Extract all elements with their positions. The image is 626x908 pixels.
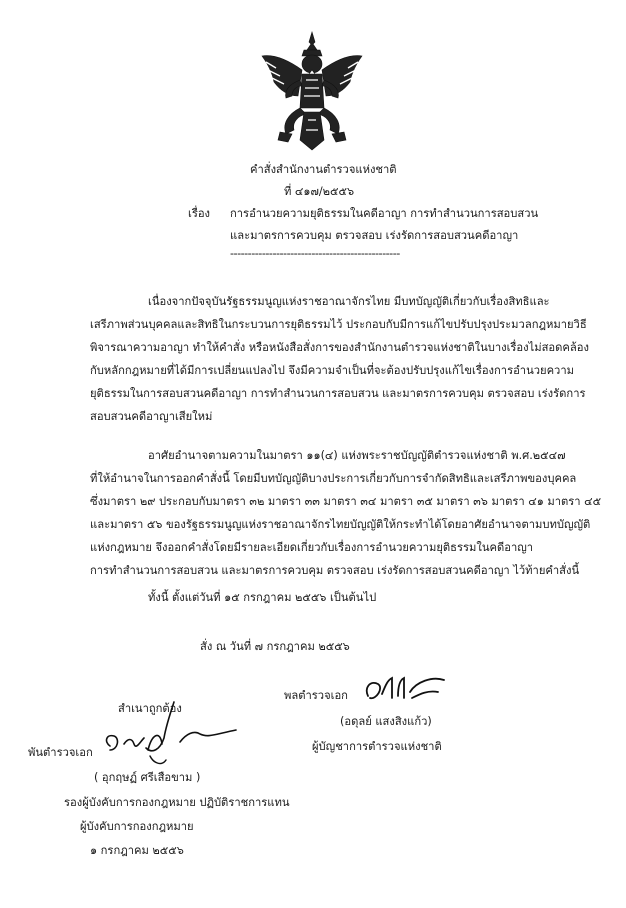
order-number: ที่ ๔๑๗/๒๕๕๖ (284, 185, 355, 198)
paragraph-2-line: และมาตรา ๕๖ ของรัฐธรรมนูญแห่งราชอาณาจักรไทยบัญญัติให้กระทำได้โดยอาศัยอำนาจตามบทบัญญัติ (90, 518, 591, 531)
effective-date: ทั้งนี้ ตั้งแต่วันที่ ๑๕ กรกฎาคม ๒๕๕๖ เป็นต้นไป (148, 591, 377, 604)
paragraph-1-line: เสรีภาพส่วนบุคคลและสิทธิในกระบวนการยุติธรรมไว้ ประกอบกับมีการแก้ไขปรับปรุงประมวลกฎหมายวิธี (90, 318, 587, 331)
paragraph-2-line: อาศัยอำนาจตามความในมาตรา ๑๑(๔) แห่งพระราชบัญญัติตำรวจแห่งชาติ พ.ศ.๒๕๔๗ (148, 449, 566, 462)
order-agency: คำสั่งสำนักงานตำรวจแห่งชาติ (250, 163, 397, 176)
paragraph-1-line: เนื่องจากปัจจุบันรัฐธรรมนูญแห่งราชอาณาจักรไทย มีบทบัญญัติเกี่ยวกับเรื่องสิทธิและ (148, 295, 550, 308)
certifier-position-2: ผู้บังคับการกองกฎหมาย (80, 820, 194, 833)
paragraph-1-line: สอบสวนคดีอาญาเสียใหม่ (90, 410, 213, 423)
signatory-name: (อดุลย์ แสงสิงแก้ว) (340, 715, 432, 728)
paragraph-2-line: การทำสำนวนการสอบสวน และมาตรการควบคุม ตรวจสอบ เร่งรัดการสอบสวนคดีอาญา ไว้ท้ายคำสั่งนี้ (90, 564, 580, 577)
certified-label: สำเนาถูกต้อง (118, 702, 182, 715)
certifier-signature-icon (90, 694, 240, 774)
paragraph-1-line: กับหลักกฎหมายที่ได้มีการเปลี่ยนแปลงไป จึงมีความจำเป็นที่จะต้องปรับปรุงแก้ไขเรื่องการอำนวยความ (90, 364, 574, 377)
subject-label: เรื่อง (188, 207, 211, 220)
signatory-rank: พลตำรวจเอก (284, 689, 348, 702)
certifier-rank: พันตำรวจเอก (28, 746, 93, 759)
certifier-position-1: รองผู้บังคับการกองกฎหมาย ปฏิบัติราชการแทน (64, 796, 290, 809)
paragraph-1-line: ยุติธรรมในการสอบสวนคดีอาญา การทำสำนวนการสอบสวน และมาตรการควบคุม ตรวจสอบ เร่งรัดการ (90, 387, 586, 400)
paragraph-2-line: แห่งกฎหมาย จึงออกคำสั่งโดยมีรายละเอียดเกี่ยวกับเรื่องการอำนวยความยุติธรรมในคดีอาญา (90, 541, 534, 554)
paragraph-2-line: ซึ่งมาตรา ๒๙ ประกอบกับมาตรา ๓๒ มาตรา ๓๓ มาตรา ๓๔ มาตรา ๓๕ มาตรา ๓๖ มาตรา ๔๑ มาตรา ๔๕ (90, 495, 602, 508)
header-divider: ------------------------------------------------ (230, 247, 400, 260)
garuda-emblem-icon (258, 30, 366, 152)
subject-line-2: และมาตรการควบคุม ตรวจสอบ เร่งรัดการสอบสวนคดีอาญา (230, 229, 519, 242)
subject-line-1: การอำนวยความยุติธรรมในคดีอาญา การทำสำนวนการสอบสวน (230, 207, 539, 220)
ordered-date: สั่ง ณ วันที่ ๗ กรกฎาคม ๒๕๕๖ (200, 640, 350, 653)
certified-date: ๑ กรกฎาคม ๒๕๕๖ (90, 844, 184, 857)
paragraph-2-line: ที่ให้อำนาจในการออกคำสั่งนี้ โดยมีบทบัญญัติบางประการเกี่ยวกับการจำกัดสิทธิและเสรีภาพของบุคคล (90, 472, 577, 485)
certifier-name: ( อุกฤษฏ์ ศรีเสือขาม ) (94, 771, 201, 784)
signatory-position: ผู้บัญชาการตำรวจแห่งชาติ (312, 740, 442, 753)
paragraph-1-line: พิจารณาความอาญา ทำให้คำสั่ง หรือหนังสือสั่งการของสำนักงานตำรวจแห่งชาติในบางเรื่องไม่สอดคล้อง (90, 341, 589, 354)
commissioner-signature-icon (362, 668, 448, 708)
